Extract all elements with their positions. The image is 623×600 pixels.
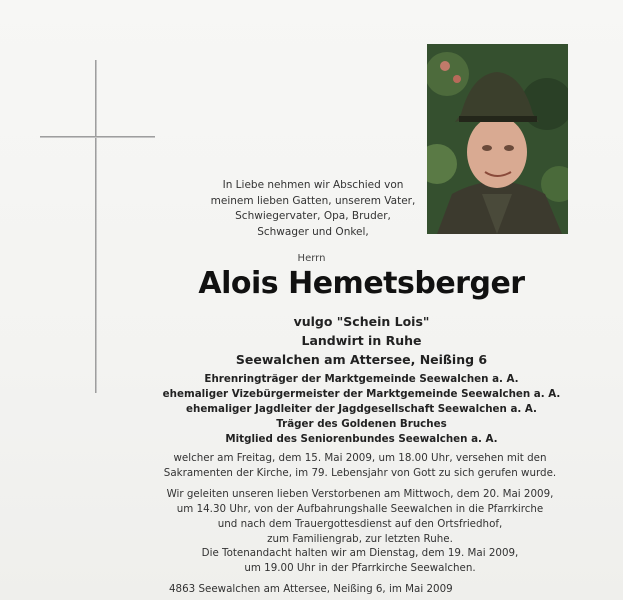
funeral-line: und nach dem Trauergottesdienst auf den Ortsfriedhof, <box>217 518 503 530</box>
footer-address: 4863 Seewalchen am Attersee, Neißing 6, im Mai 2009 <box>169 583 453 595</box>
portrait-photo <box>427 44 568 234</box>
intro-text <box>196 178 430 240</box>
residence: Seewalchen am Attersee, Neißing 6 <box>235 352 488 367</box>
cross-icon-bar <box>40 136 155 138</box>
prayer-line: Die Totenandacht halten wir am Dienstag, dem 19. Mai 2009, <box>201 547 519 559</box>
prayer-info <box>120 546 600 576</box>
intro-line: Schwiegervater, Opa, Bruder, <box>235 210 391 222</box>
death-notice-line: Sakramenten der Kirche, im 79. Lebensjahr von Gott zu sich gerufen wurde. <box>163 467 557 479</box>
funeral-line: um 14.30 Uhr, von der Aufbahrungshalle Seewalchen in die Pfarrkirche <box>176 503 544 515</box>
salutation: Herrn <box>297 253 326 264</box>
intro-line: meinem lieben Gatten, unserem Vater, <box>210 194 416 207</box>
honor-line: ehemaliger Vizebürgermeister der Marktgemeinde Seewalchen a. A. <box>162 388 561 400</box>
intro-line: Schwager und Onkel, <box>257 225 369 238</box>
funeral-info <box>120 487 600 547</box>
prayer-line: um 19.00 Uhr in der Pfarrkirche Seewalchen. <box>244 562 476 574</box>
funeral-line: zum Familiengrab, zur letzten Ruhe. <box>267 533 453 545</box>
nickname: vulgo "Schein Lois" <box>293 314 430 329</box>
honor-line: Träger des Goldenen Bruches <box>276 418 447 430</box>
deceased-name: Alois Hemetsberger <box>198 266 525 301</box>
occupation: Landwirt in Ruhe <box>301 333 422 348</box>
intro-line: In Liebe nehmen wir Abschied von <box>222 179 404 191</box>
death-notice-line: welcher am Freitag, dem 15. Mai 2009, um 18.00 Uhr, versehen mit den <box>173 452 547 464</box>
honor-line: Mitglied des Seniorenbundes Seewalchen a. A. <box>225 433 498 445</box>
honor-line: ehemaliger Jagdleiter der Jagdgesellschaft Seewalchen a. A. <box>186 403 537 415</box>
death-notice <box>120 451 600 481</box>
honor-line: Ehrenringträger der Marktgemeinde Seewalchen a. A. <box>204 373 519 385</box>
funeral-line: Wir geleiten unseren lieben Verstorbenen am Mittwoch, dem 20. Mai 2009, <box>166 488 554 500</box>
